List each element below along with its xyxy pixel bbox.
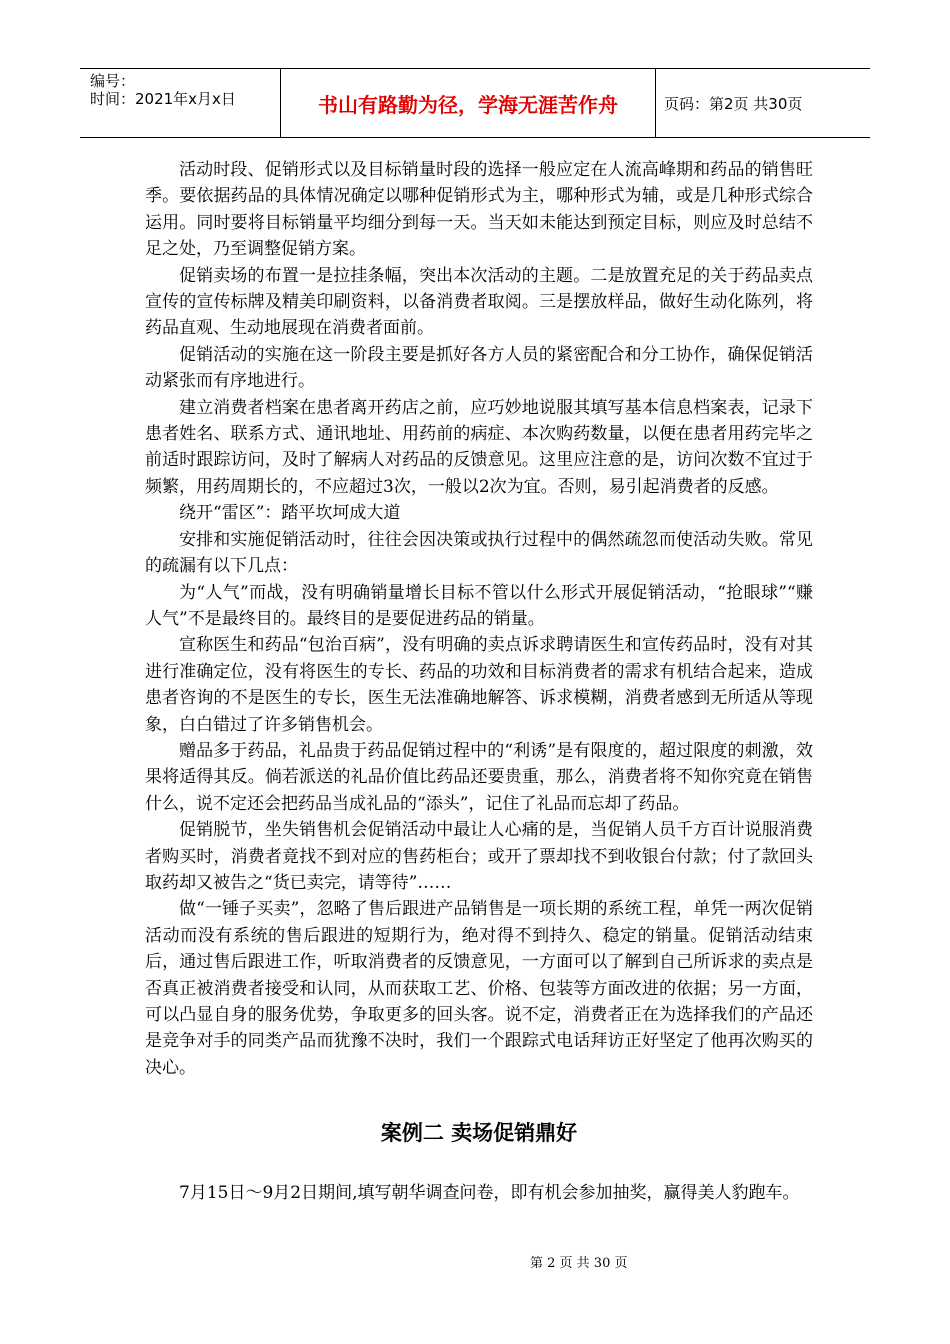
paragraph: 促销脱节，坐失销售机会促销活动中最让人心痛的是，当促销人员千方百计说服消费者购买时，消费者竟找不到对应的售药柜台；或开了票却找不到收银台付款；付了款回头取药却又被告之“货已卖完，请等待”…… <box>145 820 813 893</box>
paragraph: 宣称医生和药品“包治百病”，没有明确的卖点诉求聘请医生和宣传药品时，没有对其进行准确定位，没有将医生的专长、药品的功效和目标消费者的需求有机结合起来，造成患者咨询的不是医生的专长，医生无法准确地解答、诉求模糊，消费者感到无所适从等现象，白白错过了许多销售机会。 <box>145 635 813 735</box>
header-motto: 书山有路勤为径，学海无涯苦作舟 <box>280 69 656 137</box>
paragraph: 赠品多于药品，礼品贵于药品促销过程中的“利诱”是有限度的，超过限度的刺激，效果将适得其反。倘若派送的礼品价值比药品还要贵重，那么，消费者将不知你究竟在销售什么，说不定还会把药品当成礼品的“添头”，记住了礼品而忘却了药品。 <box>145 740 813 814</box>
header-number-label: 编号： <box>90 72 136 90</box>
paragraph: 为“人气”而战，没有明确销量增长目标不管以什么形式开展促销活动，“抢眼球”“赚人气”不是最终目的。最终目的是要促进药品的销量。 <box>145 582 813 629</box>
paragraph: 促销卖场的布置一是拉挂条幅，突出本次活动的主题。二是放置充足的关于药品卖点宣传的宣传标牌及精美印刷资料，以备消费者取阅。三是摆放样品，做好生动化陈列，将药品直观、生动地展现在消费者面前。 <box>145 265 813 339</box>
page-footer: 第 2 页 共 30 页 <box>530 1256 628 1271</box>
paragraph: 促销活动的实施在这一阶段主要是抓好各方人员的紧密配合和分工协作，确保促销活动紧张而有序地进行。 <box>145 344 813 392</box>
case-title: 案例二 卖场促销鼎好 <box>380 1121 578 1145</box>
header-meta <box>80 69 280 137</box>
page-header <box>80 68 870 138</box>
case-body <box>145 1180 813 1206</box>
paragraph: 绕开“雷区”：踏平坎坷成大道 <box>179 503 401 524</box>
paragraph: 活动时段、促销形式以及目标销量时段的选择一般应定在人流高峰期和药品的销售旺季。要依据药品的具体情况确定以哪种促销形式为主，哪种形式为辅，或是几种形式综合运用。同时要将目标销量平均细分到每一天。当天如未能达到预定目标，则应及时总结不足之处，乃至调整促销方案。 <box>145 160 813 260</box>
paragraph: 安排和实施促销活动时，往往会因决策或执行过程中的偶然疏忽而使活动失败。常见的疏漏有以下几点： <box>145 529 813 577</box>
header-time-label: 时间：2021年x月x日 <box>90 90 236 108</box>
paragraph: 建立消费者档案在患者离开药店之前，应巧妙地说服其填写基本信息档案表，记录下患者姓名、联系方式、通讯地址、用药前的病症、本次购药数量，以便在患者用药完毕之前适时跟踪访问，及时了解病人对药品的反馈意见。这里应注意的是，访问次数不宜过于频繁，用药周期长的，不应超过3次，一般以2次为宜。否则，易引起消费者的反感。 <box>145 397 813 497</box>
paragraph: 做“一锤子买卖”，忽略了售后跟进产品销售是一项长期的系统工程，单凭一两次促销活动而没有系统的售后跟进的短期行为，绝对得不到持久、稳定的销量。促销活动结束后，通过售后跟进工作，听取消费者的反馈意见，一方面可以了解到自己所诉求的卖点是否真正被消费者接受和认同，从而获取工艺、价格、包装等方面改进的依据；另一方面，可以凸显自身的服务优势，争取更多的回头客。说不定，消费者正在为选择我们的产品还是竞争对手的同类产品而犹豫不决时，我们一个跟踪式电话拜访正好坚定了他再次购买的决心。 <box>145 899 813 1078</box>
header-page-info: 页码：第2页 共30页 <box>664 94 803 113</box>
paragraph: 7月15日～9月2日期间,填写朝华调查问卷，即有机会参加抽奖，赢得美人豹跑车。 <box>179 1183 800 1203</box>
document-body <box>145 157 813 1081</box>
